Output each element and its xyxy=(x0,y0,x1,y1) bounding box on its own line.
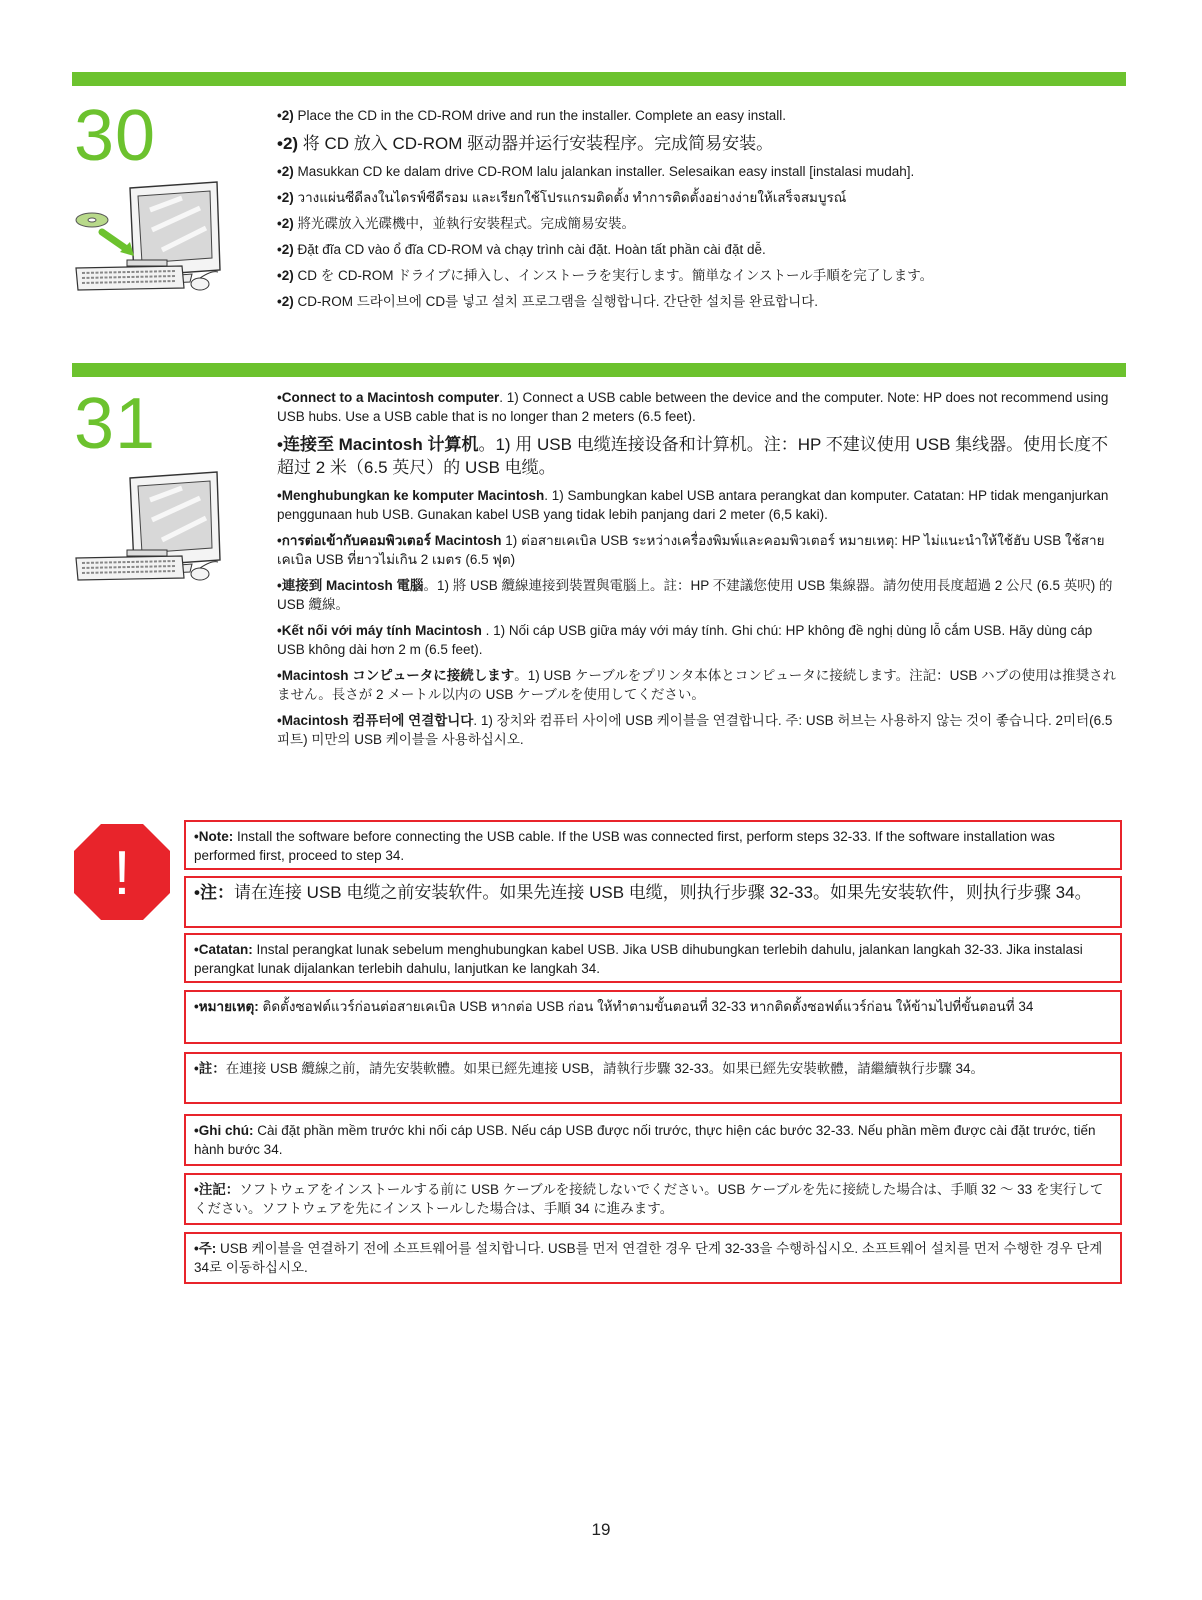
step30-line-zh-tw: •2) 將光碟放入光碟機中，並執行安裝程式。完成簡易安裝。 xyxy=(277,216,635,231)
step31-line-ko: •Macintosh 컴퓨터에 연결합니다. 1) 장치와 컴퓨터 사이에 USB 케이블을 연결합니다. 주: USB 허브는 사용하지 않는 것이 좋습니다. 2미터(6.5피트) 미만의 USB 케이블을 사용하십시오. xyxy=(277,713,1113,747)
step30-line-id: •2) Masukkan CD ke dalam drive CD-ROM lalu jalankan installer. Selesaikan easy install [instalasi mudah]. xyxy=(277,164,915,179)
step30-line-vi: •2) Đặt đĩa CD vào ổ đĩa CD-ROM và chạy trình cài đặt. Hoàn tất phần cài đặt dễ. xyxy=(277,242,766,257)
step31-line-th: •การต่อเข้ากับคอมพิวเตอร์ Macintosh 1) ต่อสายเคเบิล USB ระหว่างเครื่องพิมพ์และคอมพิวเตอร์ หมายเหตุ: HP ไม่แนะนำให้ใช้ฮับ USB ใช้สายเคเบิล USB ที่ยาวไม่เกิน 2 เมตร (6.5 ฟุต) xyxy=(277,533,1105,567)
note-box-ja: •注記：ソフトウェアをインストールする前に USB ケーブルを接続しないでください。USB ケーブルを先に接続した場合は、手順 32 ～ 33 を実行してください。ソフトウェアを先にインストールした場合は、手順 34 に進みます。 xyxy=(184,1173,1122,1225)
step30-line-ja: •2) CD を CD-ROM ドライブに挿入し、インストーラを実行します。簡単なインストール手順を完了します。 xyxy=(277,268,934,283)
note-box-th: •หมายเหตุ: ติดตั้งซอฟต์แวร์ก่อนต่อสายเคเบิล USB หากต่อ USB ก่อน ให้ทำตามขั้นตอนที่ 32-33 หากติดตั้งซอฟต์แวร์ก่อน ให้ข้ามไปที่ขั้นตอนที่ 34 xyxy=(184,990,1122,1044)
step-number-30: 30 xyxy=(74,96,157,176)
step30-line-th: •2) วางแผ่นซีดีลงในไดรฟ์ซีดีรอม และเรียกใช้โปรแกรมติดตั้ง ทำการติดตั้งอย่างง่ายให้เสร็จสมบูรณ์ xyxy=(277,190,847,205)
step31-line-zh-cn: •连接至 Macintosh 计算机。1) 用 USB 电缆连接设备和计算机。注：HP 不建议使用 USB 集线器。使用长度不超过 2 米（6.5 英尺）的 USB 电缆。 xyxy=(277,435,1109,477)
step31-content xyxy=(277,388,1122,756)
step31-line-vi: •Kết nối với máy tính Macintosh . 1) Nối cáp USB giữa máy với máy tính. Ghi chú: HP không đề nghị dùng lỗ cắm USB. Hãy dùng cáp USB không dài hơn 2 m (6.5 feet). xyxy=(277,623,1093,657)
step31-line-ja: •Macintosh コンピュータに接続します。1) USB ケーブルをプリンタ本体とコンピュータに接続します。注記：USB ハブの使用は推奨されません。長さが 2 メートル以内の USB ケーブルを使用してください。 xyxy=(277,668,1117,702)
warning-symbol: ! xyxy=(113,839,131,908)
note-box-en: •Note: Install the software before connecting the USB cable. If the USB was connected first, perform steps 32-33. If the software installation was performed first, proceed to step 34. xyxy=(184,820,1122,870)
step31-line-en: •Connect to a Macintosh computer. 1) Connect a USB cable between the device and the computer. Note: HP does not recommend using USB hubs. Use a USB cable that is no longer than 2 meters (6.5 feet). xyxy=(277,390,1109,424)
step31-line-zh-tw: •連接到 Macintosh 電腦。1) 將 USB 纜線連接到裝置與電腦上。註：HP 不建議您使用 USB 集線器。請勿使用長度超過 2 公尺 (6.5 英呎) 的 USB 纜線。 xyxy=(277,578,1113,612)
section-divider-30 xyxy=(72,72,1126,86)
note-box-zh-cn: •注：请在连接 USB 电缆之前安装软件。如果先连接 USB 电缆，则执行步骤 32-33。如果先安装软件，则执行步骤 34。 xyxy=(184,876,1122,928)
note-box-id: •Catatan: Instal perangkat lunak sebelum menghubungkan kabel USB. Jika USB dihubungkan terlebih dahulu, jalankan langkah 32-33. Jika instalasi perangkat lunak dijalankan terlebih dahulu, lanjutkan ke langkah 34. xyxy=(184,933,1122,983)
computer-illustration xyxy=(72,470,222,585)
note-box-vi: •Ghi chú: Cài đặt phần mềm trước khi nối cáp USB. Nếu cáp USB được nối trước, thực hiện các bước 32-33. Nếu phần mềm được cài đặt trước, tiến hành bước 34. xyxy=(184,1114,1122,1166)
page-number: 19 xyxy=(591,1520,611,1539)
step31-line-id: •Menghubungkan ke komputer Macintosh. 1) Sambungkan kabel USB antara perangkat dan komputer. Catatan: HP tidak menganjurkan penggunaan hub USB. Gunakan kabel USB yang tidak lebih panjang dari 2 meter (6,5 kaki). xyxy=(277,488,1109,522)
step30-line-zh-cn: •2) 将 CD 放入 CD-ROM 驱动器并运行安装程序。完成简易安装。 xyxy=(277,134,774,153)
step30-content xyxy=(277,106,1122,318)
step-number-31: 31 xyxy=(74,384,157,464)
step30-line-en: •2) Place the CD in the CD-ROM drive and run the installer. Complete an easy install. xyxy=(277,108,786,123)
section-divider-31 xyxy=(72,363,1126,377)
note-box-zh-tw: •註：在連接 USB 纜線之前，請先安裝軟體。如果已經先連接 USB，請執行步驟 32-33。如果已經先安裝軟體，請繼續執行步驟 34。 xyxy=(184,1052,1122,1104)
note-box-ko: •주: USB 케이블을 연결하기 전에 소프트웨어를 설치합니다. USB를 먼저 연결한 경우 단계 32-33을 수행하십시오. 소프트웨어 설치를 먼저 수행한 경우 단계 34로 이동하십시오. xyxy=(184,1232,1122,1284)
computer-cd-illustration xyxy=(72,180,222,295)
step30-line-ko: •2) CD-ROM 드라이브에 CD를 넣고 설치 프로그램을 실행합니다. 간단한 설치를 완료합니다. xyxy=(277,294,819,309)
warning-stop-icon xyxy=(72,822,172,922)
